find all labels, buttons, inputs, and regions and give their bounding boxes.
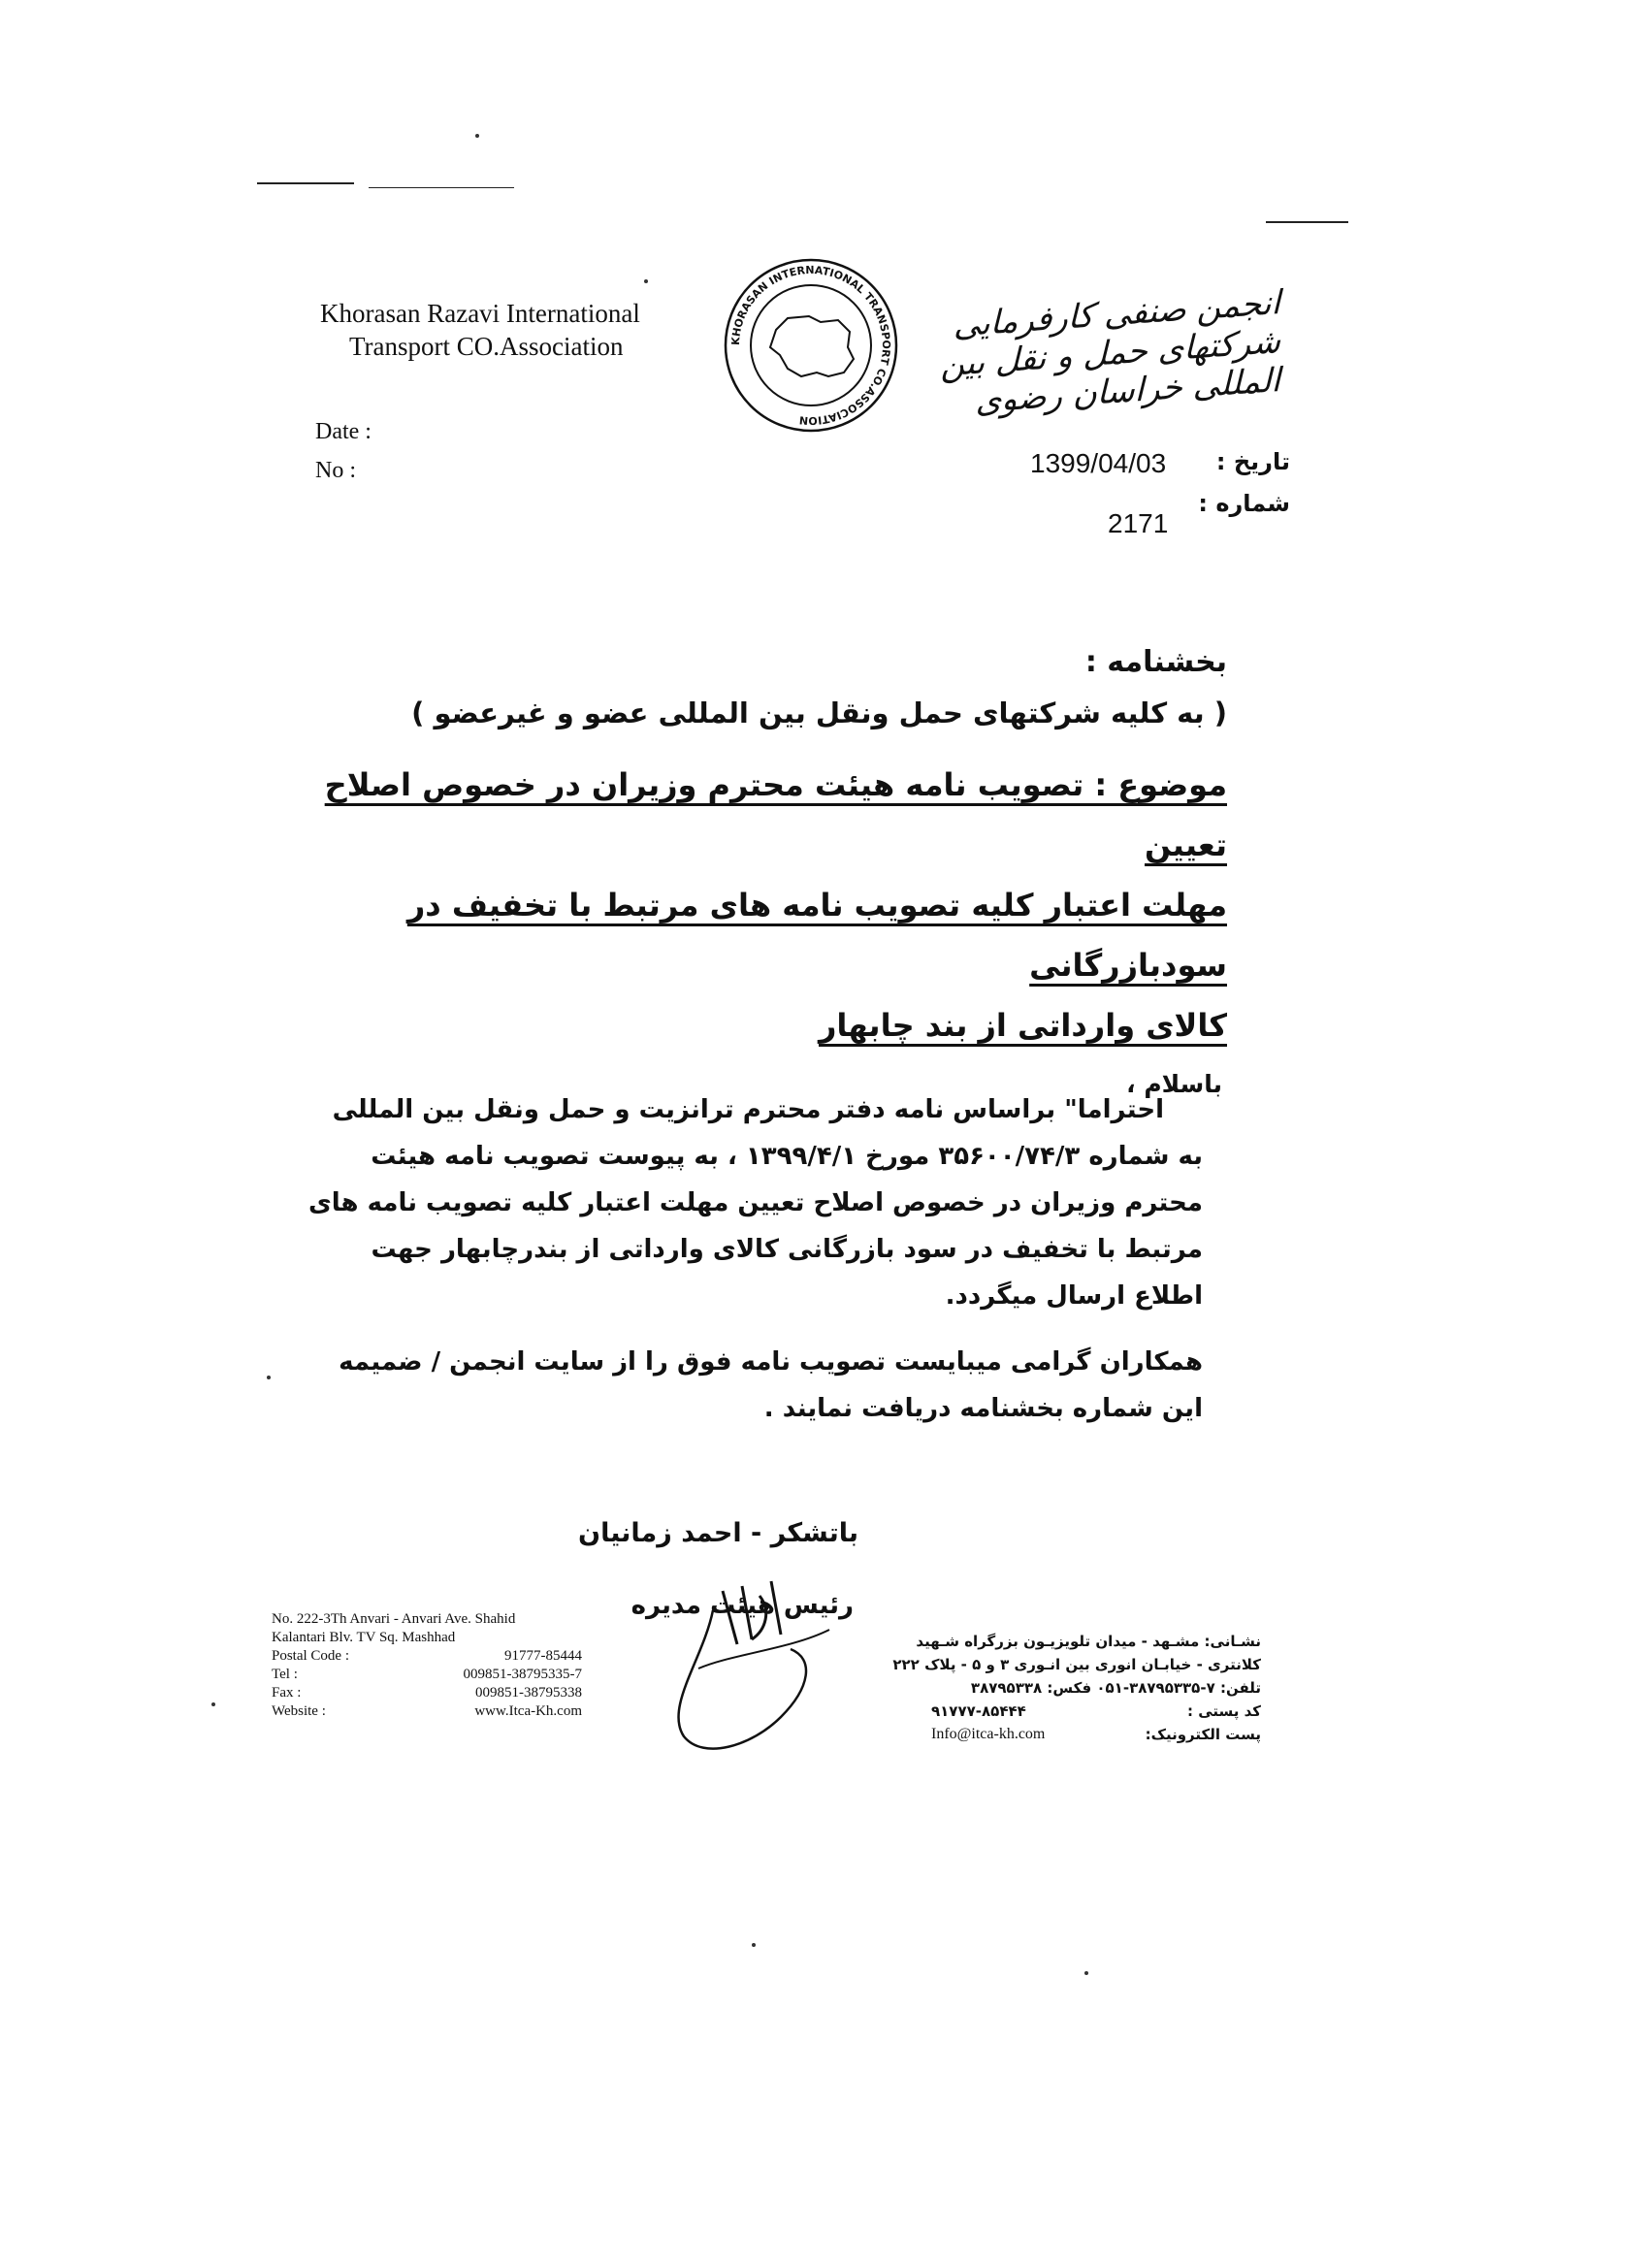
footer-tel-row bbox=[272, 1666, 582, 1684]
org-name-en bbox=[320, 297, 708, 363]
footer-fa-phones: تلفن: ۷-۳۸۷۹۵۳۳۵-۰۵۱ فکس: ۳۸۷۹۵۳۳۸ bbox=[970, 1679, 1261, 1697]
postal-value: 91777-85444 bbox=[504, 1648, 582, 1664]
subject-line-3: کالای وارداتی از بند چابهار bbox=[818, 1007, 1227, 1044]
scan-speck bbox=[475, 134, 479, 138]
footer-fa-address-line1: نشـانی: مشـهد - میدان تلویزیـون بزرگراه شـهید bbox=[916, 1633, 1261, 1650]
date-label-en: Date : bbox=[315, 419, 372, 444]
scan-speck bbox=[267, 1376, 271, 1379]
website-label: Website : bbox=[272, 1703, 326, 1719]
footer-website-row bbox=[272, 1702, 582, 1721]
circular-title: بخشنامه : bbox=[1084, 645, 1227, 679]
footer-fa-postal-label: کد پستی : bbox=[1186, 1702, 1261, 1720]
recipients-line: ( به کلیه شرکتهای حمل ونقل بین المللی عضو و غیرعضو ) bbox=[411, 697, 1227, 729]
footer-fa-postal-value: ۹۱۷۷۷-۸۵۴۴۴ bbox=[931, 1702, 1026, 1720]
email-link[interactable]: Info@itca-kh.com bbox=[931, 1726, 1046, 1742]
closing-signoff: باتشکر - احمد زمانیان bbox=[578, 1518, 858, 1548]
body-paragraph-1: احتراما" براساس نامه دفتر محترم ترانزیت و حمل ونقل بین المللی به شماره ۳۵۶۰۰/۷۴/۳ مورخ ۱۳۹۹/۴/۱ ، به پیوست تصویب نامه هیئت محترم وزیران در خصوص اصلاح تعیین مهلت اعتبار کلیه تصویب نامه های مرتبط با تخفیف در سود بازرگانی کالای وارداتی از بندرچابهار جهت اطلاع ارسال میگردد. bbox=[307, 1095, 1203, 1311]
org-name-en-line2: Transport CO.Association bbox=[349, 332, 624, 361]
signer-title: رئیس هیئت مدیره bbox=[630, 1591, 854, 1620]
website-link[interactable]: www.Itca-Kh.com bbox=[474, 1703, 582, 1719]
org-name-fa: انجمن صنفی کارفرمایی شرکتهای حمل و نقل بین المللی خراسان رضوی bbox=[940, 283, 1280, 422]
handwritten-signature bbox=[645, 1552, 878, 1766]
subject-line-2: مهلت اعتبار کلیه تصویب نامه های مرتبط با تخفیف در سودبازرگانی bbox=[406, 887, 1227, 984]
scan-line-right bbox=[1266, 221, 1348, 223]
scan-line-left bbox=[257, 182, 354, 184]
tel-value: 009851-38795335-7 bbox=[463, 1667, 582, 1682]
footer-address-fa bbox=[892, 1630, 1261, 1746]
number-value: 2171 bbox=[1108, 508, 1169, 538]
scan-speck bbox=[752, 1943, 756, 1947]
svg-text:KHORASAN INTERNATIONAL TRANSPO bbox=[729, 264, 892, 427]
footer-fa-address-line2: کلانتری - خیابـان انوری بین انـوری ۳ و ۵ - پلاک ۲۲۲ bbox=[892, 1656, 1261, 1673]
scan-line-center bbox=[369, 187, 514, 188]
scan-speck bbox=[1084, 1971, 1088, 1975]
letter-body bbox=[301, 1086, 1203, 1432]
date-value: 1399/04/03 bbox=[1030, 448, 1167, 478]
subject-block bbox=[306, 755, 1227, 1055]
body-paragraph-2: همکاران گرامی میبایست تصویب نامه فوق را از سایت انجمن / ضمیمه این شماره بخشنامه دریافت نمایند . bbox=[339, 1347, 1203, 1423]
seal-text: KHORASAN INTERNATIONAL TRANSPORT CO.ASSOCIATION bbox=[728, 263, 893, 428]
footer-fa-email-label: پست الکترونیک: bbox=[1145, 1726, 1261, 1743]
postal-label: Postal Code : bbox=[272, 1648, 350, 1664]
footer-address-line1: No. 222-3Th Anvari - Anvari Ave. Shahid bbox=[272, 1611, 516, 1627]
footer-fa-email-row bbox=[931, 1723, 1261, 1746]
fax-value: 009851-38795338 bbox=[475, 1685, 582, 1701]
footer-address-line2: Kalantari Blv. TV Sq. Mashhad bbox=[272, 1630, 456, 1645]
fax-label: Fax : bbox=[272, 1685, 302, 1701]
scan-speck bbox=[211, 1702, 215, 1706]
greeting: باسلام ، bbox=[1126, 1070, 1222, 1098]
scan-speck bbox=[644, 279, 648, 283]
date-label-fa: تاریخ : bbox=[1215, 448, 1290, 475]
number-label-en: No : bbox=[315, 458, 356, 483]
footer-address-en bbox=[272, 1610, 582, 1721]
footer-postal-row bbox=[272, 1647, 582, 1666]
number-label-fa: شماره : bbox=[1198, 490, 1290, 517]
tel-label: Tel : bbox=[272, 1667, 298, 1682]
footer-fa-postal-row bbox=[931, 1700, 1261, 1723]
association-seal bbox=[720, 254, 902, 437]
footer-fax-row bbox=[272, 1684, 582, 1702]
org-name-en-line1: Khorasan Razavi International bbox=[320, 299, 640, 328]
subject-line-1: موضوع : تصویب نامه هیئت محترم وزیران در خصوص اصلاح تعیین bbox=[324, 766, 1227, 863]
